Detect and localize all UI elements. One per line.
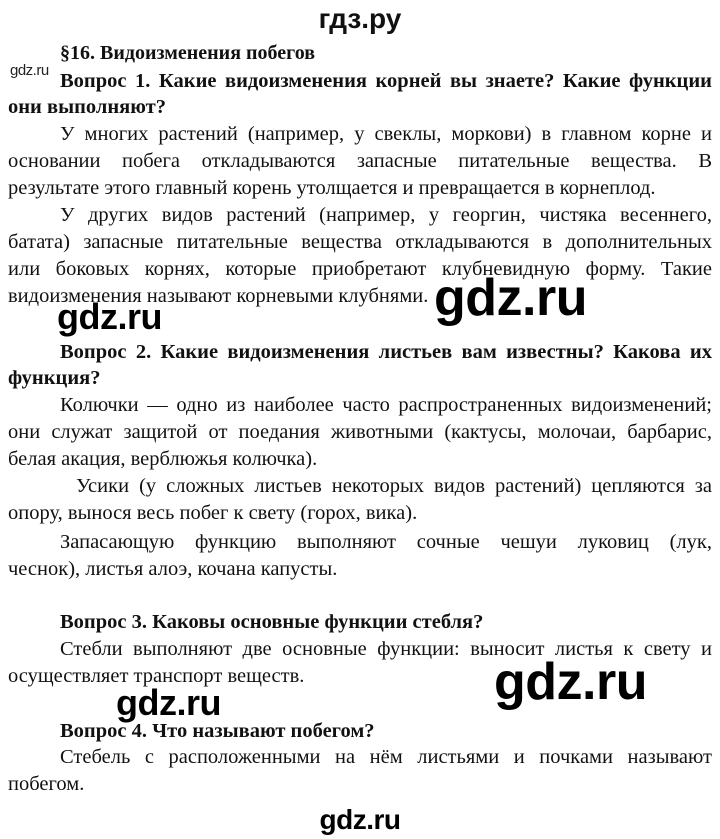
question-2-line-1: Вопрос 2. Какие видоизменения листьев вам известны? Какова их bbox=[60, 341, 712, 363]
answer-1-line-3: результате этого главный корень утолщается и превращается в корнеплод. bbox=[8, 177, 656, 199]
answer-2-line-5: опору, вынося весь побег к свету (горох, вика). bbox=[8, 502, 418, 524]
answer-1-line-6: или боковых корнях, которые приобретают клубневидную форму. Такие bbox=[8, 258, 712, 280]
watermark-medium-2: gdz.ru bbox=[116, 682, 221, 723]
watermark-small: gdz.ru bbox=[10, 62, 49, 79]
answer-1-line-2: основании побега откладываются запасные питательные вещества. В bbox=[8, 150, 712, 172]
answer-3-line-2: осуществляет транспорт веществ. bbox=[8, 665, 305, 687]
answer-2-line-1: Колючки — одно из наиболее часто распространенных видоизменений; bbox=[60, 394, 712, 416]
answer-4-line-2: побегом. bbox=[8, 773, 85, 795]
question-4: Вопрос 4. Что называют побегом? bbox=[60, 720, 375, 742]
question-3: Вопрос 3. Каковы основные функции стебля? bbox=[60, 611, 484, 633]
answer-2-line-4: Усики (у сложных листьев некоторых видов растений) цепляются за bbox=[76, 475, 712, 497]
answer-1-line-5: батата) запасные питательные вещества откладываются в дополнительных bbox=[8, 231, 712, 253]
answer-2-line-6: Запасающую функцию выполняют сочные чешуи луковиц (лук, bbox=[60, 531, 712, 553]
watermark-medium-1: gdz.ru bbox=[57, 296, 162, 337]
question-2-line-2: функция? bbox=[8, 367, 101, 389]
answer-2-line-7: чеснок), листья алоэ, кочана капусты. bbox=[8, 558, 338, 580]
answer-2-line-3: белая акация, верблюжья колючка). bbox=[8, 448, 318, 470]
question-1-line-2: они выполняют? bbox=[8, 96, 166, 118]
site-header[interactable]: гдз.ру bbox=[318, 3, 402, 34]
watermark-large-2: gdz.ru bbox=[494, 653, 647, 711]
answer-1-line-7: видоизменения называют корневыми клубнями. bbox=[8, 285, 429, 307]
answer-2-line-2: они служат защитой от поедания животными (кактусы, молочаи, барбарис, bbox=[8, 421, 712, 443]
answer-3-line-1: Стебли выполняют две основные функции: выносит листья к свету и bbox=[60, 638, 712, 660]
answer-1-line-4: У других видов растений (например, у георгин, чистяка весеннего, bbox=[60, 204, 712, 226]
answer-4-line-1: Стебель с расположенными на нём листьями и почками называют bbox=[60, 746, 712, 768]
footer-watermark: gdz.ru bbox=[319, 804, 401, 835]
watermark-large-1: gdz.ru bbox=[434, 269, 587, 327]
answer-1-line-1: У многих растений (например, у свеклы, моркови) в главном корне и bbox=[60, 123, 712, 145]
section-title: §16. Видоизменения побегов bbox=[60, 42, 316, 64]
question-1-line-1: Вопрос 1. Какие видоизменения корней вы знаете? Какие функции bbox=[60, 70, 712, 92]
